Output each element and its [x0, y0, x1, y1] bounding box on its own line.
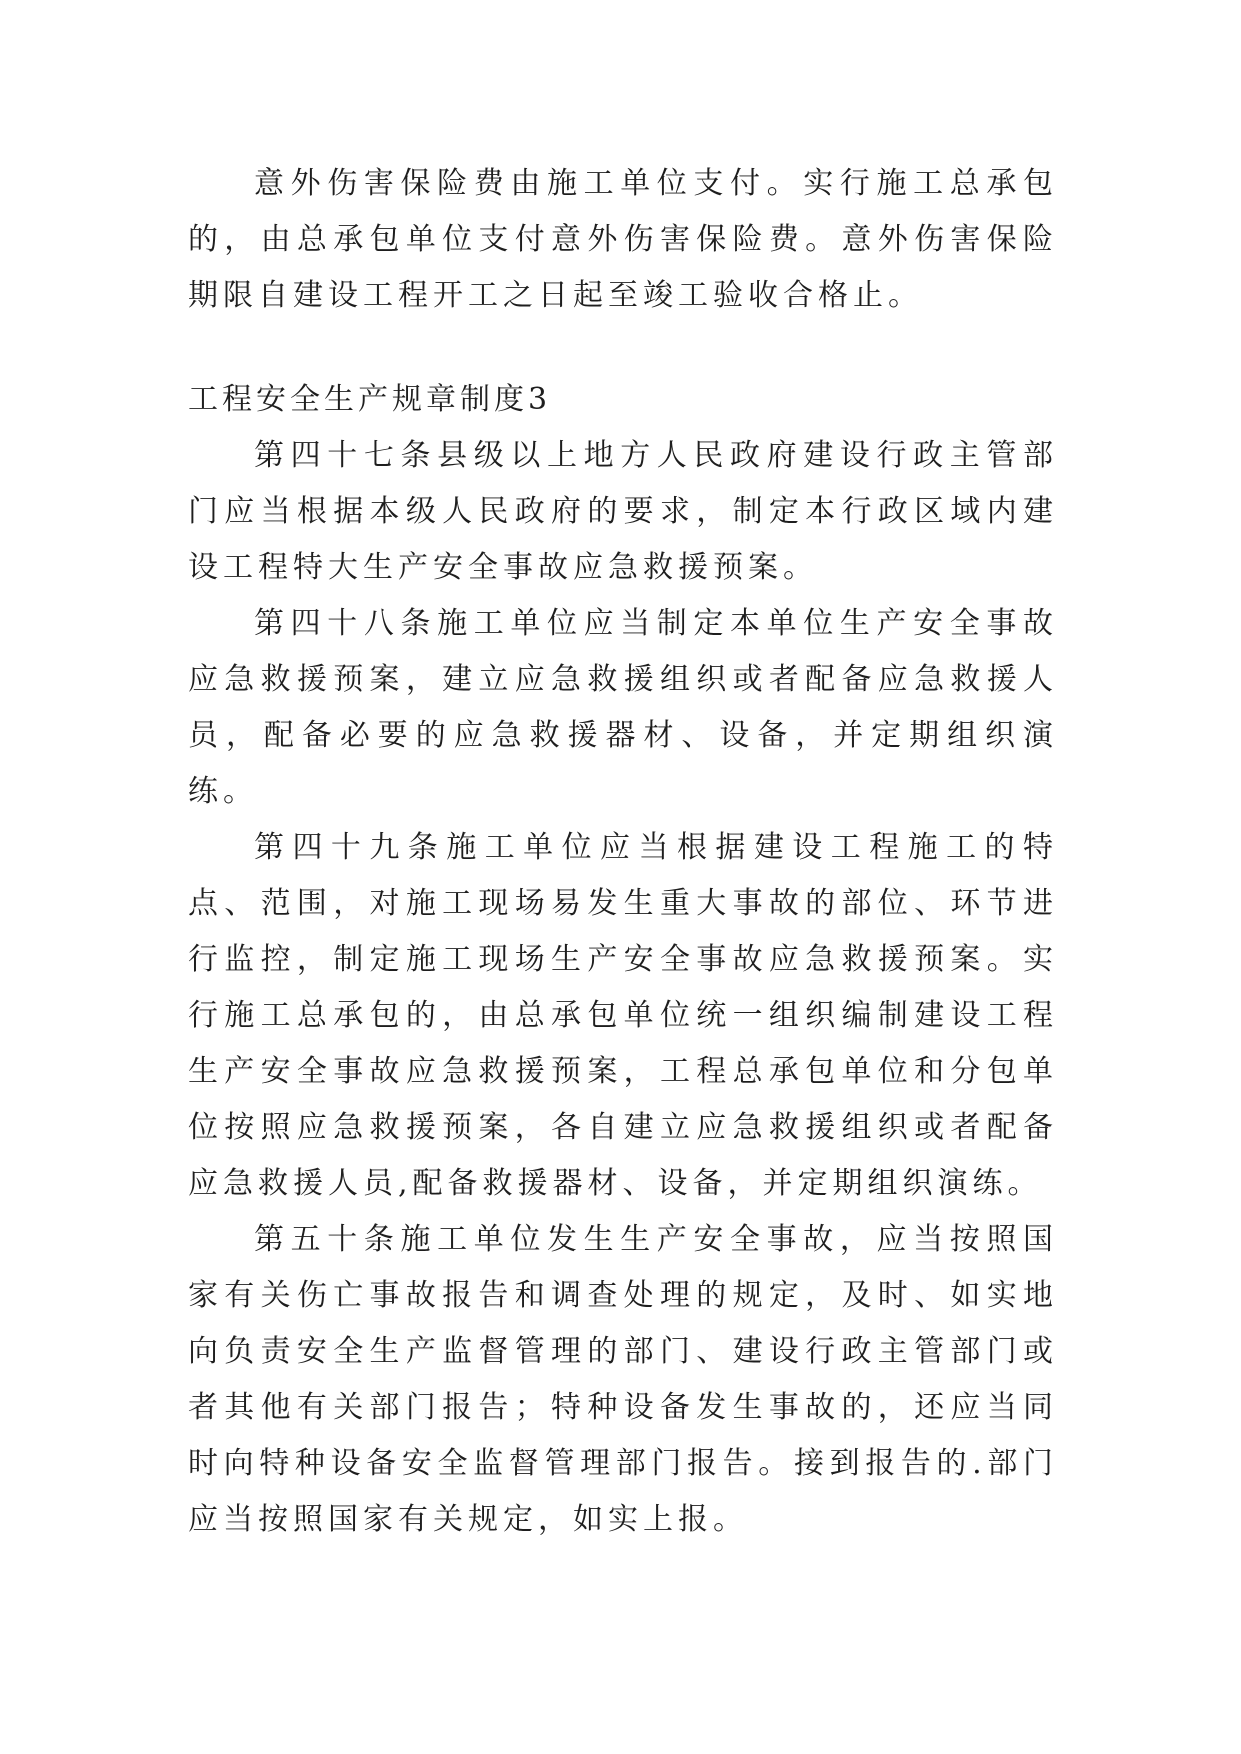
paragraph-article-48: 第四十八条施工单位应当制定本单位生产安全事故应急救援预案，建立应急救援组织或者配备应急救援人员，配备必要的应急救援器材、设备，并定期组织演练。: [188, 606, 1058, 809]
document-body: [188, 156, 1058, 1548]
paragraph-article-50: 第五十条施工单位发生生产安全事故，应当按照国家有关伤亡事故报告和调查处理的规定，及时、如实地向负责安全生产监督管理的部门、建设行政主管部门或者其他有关部门报告；特种设备发生事故的，还应当同时向特种设备安全监督管理部门报告。接到报告的.部门应当按照国家有关规定，如实上报。: [188, 1222, 1058, 1537]
paragraph-article-49: 第四十九条施工单位应当根据建设工程施工的特点、范围，对施工现场易发生重大事故的部位、环节进行监控，制定施工现场生产安全事故应急救援预案。实行施工总承包的，由总承包单位统一组织编制建设工程生产安全事故应急救援预案，工程总承包单位和分包单位按照应急救援预案，各自建立应急救援组织或者配备应急救援人员,配备救援器材、设备，并定期组织演练。: [188, 830, 1058, 1201]
paragraph-insurance-fee: 意外伤害保险费由施工单位支付。实行施工总承包的，由总承包单位支付意外伤害保险费。意外伤害保险期限自建设工程开工之日起至竣工验收合格止。: [188, 166, 1058, 313]
paragraph-article-47: 第四十七条县级以上地方人民政府建设行政主管部门应当根据本级人民政府的要求，制定本行政区域内建设工程特大生产安全事故应急救援预案。: [188, 438, 1058, 585]
section-heading: 工程安全生产规章制度3: [188, 382, 552, 417]
